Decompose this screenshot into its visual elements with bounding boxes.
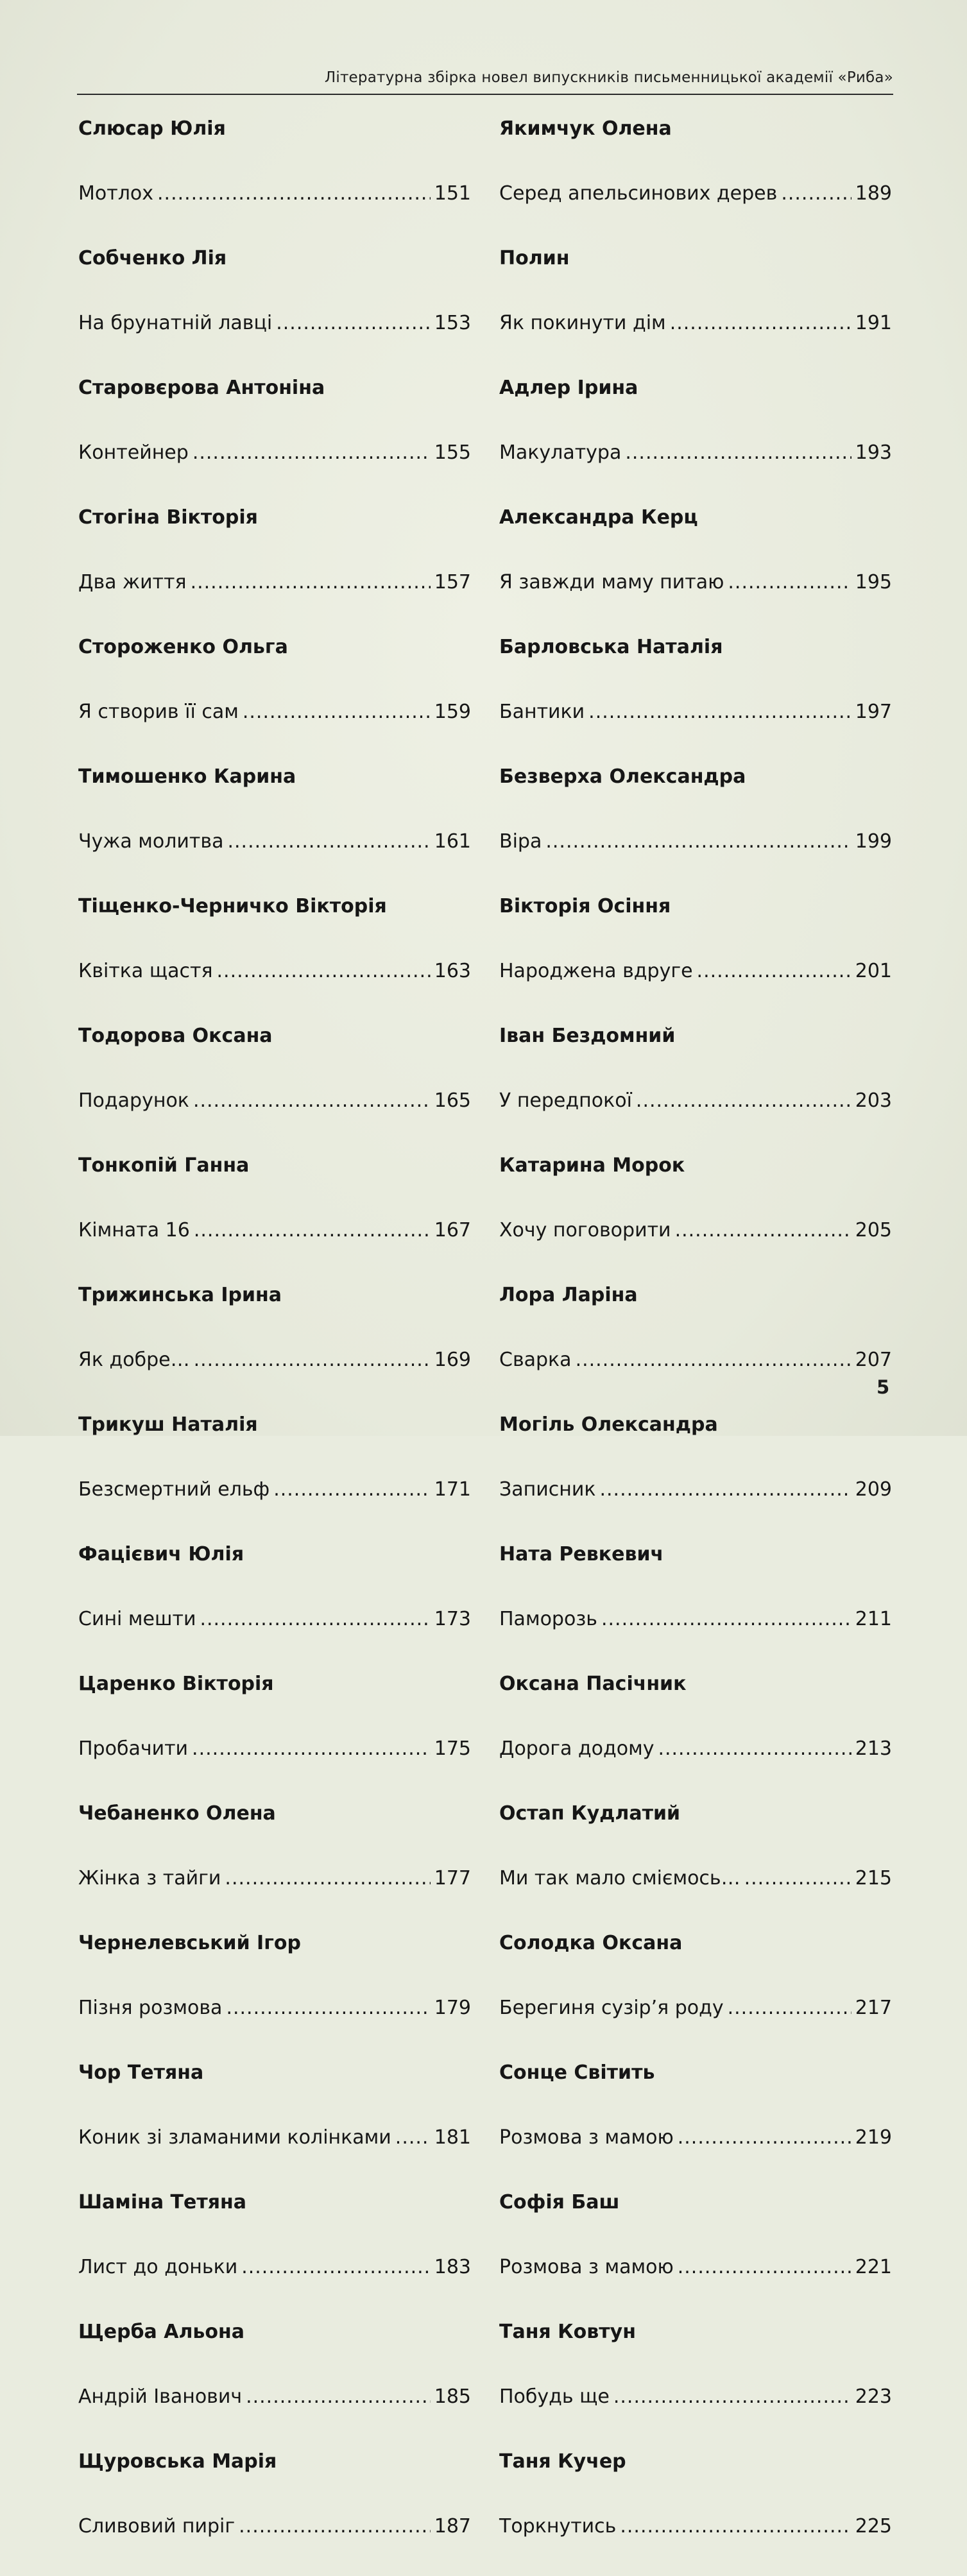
toc-author: Таня Кучер — [499, 2450, 626, 2473]
toc-title-line — [499, 1345, 892, 1410]
toc-author: Адлер Ірина — [499, 377, 638, 399]
toc-dot-leader — [625, 438, 851, 468]
toc-entry — [499, 762, 892, 891]
toc-author: Фацієвич Юлія — [78, 1543, 244, 1565]
toc-page-number: 193 — [855, 441, 892, 464]
toc-page-number: 187 — [434, 2515, 471, 2538]
toc-entry — [78, 1928, 471, 2058]
toc-entry — [499, 891, 892, 1021]
toc-dot-leader — [545, 826, 851, 857]
toc-title-line — [78, 1474, 471, 1539]
toc-title: Народжена вдруге — [499, 960, 693, 982]
toc-author: Шаміна Тетяна — [78, 2191, 246, 2213]
toc-page-number: 183 — [434, 2256, 471, 2278]
toc-author: Щерба Альона — [78, 2321, 244, 2343]
toc-page-number: 217 — [855, 1997, 892, 2019]
toc-dot-leader — [588, 697, 851, 728]
toc-dot-leader — [670, 308, 851, 339]
toc-title: Лист до доньки — [78, 2256, 238, 2278]
toc-title-line — [78, 826, 471, 891]
toc-author: Трикуш Наталія — [78, 1413, 258, 1436]
toc-author: Стогіна Вікторія — [78, 506, 258, 529]
toc-author: Тонкопій Ганна — [78, 1154, 250, 1177]
toc-author: Іван Бездомний — [499, 1025, 676, 1047]
toc-entry — [499, 2187, 892, 2317]
toc-title: Паморозь — [499, 1608, 597, 1630]
toc-author: Тимошенко Карина — [78, 765, 296, 788]
toc-dot-leader — [194, 1345, 431, 1376]
toc-page-number: 191 — [855, 312, 892, 334]
toc-title-line — [78, 2382, 471, 2446]
toc-title: Пробачити — [78, 1737, 189, 1760]
toc-author: Вікторія Осіння — [499, 895, 671, 917]
toc-title-line — [78, 308, 471, 373]
toc-dot-leader — [227, 826, 430, 857]
toc-title: Дорога додому — [499, 1737, 655, 1760]
toc-dot-leader — [193, 438, 431, 468]
toc-title: Торкнутись — [499, 2515, 617, 2538]
toc-title: У передпокої — [499, 1089, 632, 1112]
toc-title-line — [78, 567, 471, 632]
toc-page-number: 177 — [434, 1867, 471, 1889]
toc-page-number: 171 — [434, 1478, 471, 1501]
toc-title: На брунатній лавці — [78, 312, 273, 334]
toc-author: Лора Ларіна — [499, 1284, 638, 1306]
toc-dot-leader — [576, 1345, 851, 1376]
toc-title: Я завжди маму питаю — [499, 571, 724, 593]
toc-page-number: 157 — [434, 571, 471, 593]
toc-page-number: 203 — [855, 1089, 892, 1112]
toc-author: Могіль Олександра — [499, 1413, 718, 1436]
toc-title: Хочу поговорити — [499, 1219, 671, 1241]
toc-title: Контейнер — [78, 441, 189, 464]
toc-dot-leader — [395, 2122, 431, 2153]
toc-title-line — [78, 697, 471, 762]
toc-dot-leader — [601, 1604, 851, 1635]
toc-author: Барловська Наталія — [499, 636, 723, 658]
toc-author: Софія Баш — [499, 2191, 620, 2213]
toc-title: Чужа молитва — [78, 830, 224, 853]
toc-dot-leader — [620, 2511, 851, 2542]
toc-dot-leader — [241, 2252, 431, 2283]
toc-title-line — [499, 2382, 892, 2446]
toc-page-number: 199 — [855, 830, 892, 853]
toc-dot-leader — [675, 1215, 851, 1246]
toc-title: Пізня розмова — [78, 1997, 223, 2019]
toc-title: Коник зі зламаними колінками — [78, 2126, 391, 2149]
toc-dot-leader — [276, 308, 431, 339]
toc-title: Подарунок — [78, 1089, 189, 1112]
toc-author: Тодорова Оксана — [78, 1025, 273, 1047]
toc-page-number: 195 — [855, 571, 892, 593]
toc-page-number: 213 — [855, 1737, 892, 1760]
toc-author: Ната Ревкевич — [499, 1543, 664, 1565]
toc-page-number: 179 — [434, 1997, 471, 2019]
toc-title-line — [499, 1734, 892, 1798]
toc-author: Тіщенко-Черничко Вікторія — [78, 895, 387, 917]
toc-title-line — [499, 567, 892, 632]
toc-entry — [499, 632, 892, 762]
toc-dot-leader — [200, 1604, 430, 1635]
toc-entry — [78, 114, 471, 243]
toc-title-line — [499, 2511, 892, 2576]
toc-entry — [78, 1021, 471, 1150]
toc-entry — [499, 243, 892, 373]
toc-page-number: 167 — [434, 1219, 471, 1241]
toc-dot-leader — [273, 1474, 431, 1505]
toc-dot-leader — [636, 1086, 851, 1116]
toc-author: Якимчук Олена — [499, 117, 672, 140]
toc-page-number: 205 — [855, 1219, 892, 1241]
toc-title-line — [78, 2511, 471, 2576]
toc-entry — [499, 1280, 892, 1410]
toc-page-number: 181 — [434, 2126, 471, 2149]
toc-dot-leader — [226, 1993, 430, 2024]
toc-title: Мотлох — [78, 182, 153, 205]
toc-dot-leader — [728, 1993, 851, 2024]
toc-author: Катарина Морок — [499, 1154, 685, 1177]
toc-page-number: 209 — [855, 1478, 892, 1501]
toc-title-line — [499, 1863, 892, 1928]
toc-entry — [499, 2058, 892, 2187]
toc-title-line — [78, 1993, 471, 2058]
toc-entry — [499, 1798, 892, 1928]
toc-entry — [499, 502, 892, 632]
toc-title: Бантики — [499, 701, 585, 723]
toc-page-number: 215 — [855, 1867, 892, 1889]
toc-author: Чебаненко Олена — [78, 1802, 276, 1825]
toc-title: Макулатура — [499, 441, 622, 464]
toc-title: Квітка щастя — [78, 960, 213, 982]
toc-title-line — [499, 1604, 892, 1669]
toc-author: Царенко Вікторія — [78, 1673, 274, 1695]
toc-entry — [499, 1928, 892, 2058]
toc-title-line — [78, 1345, 471, 1410]
toc-title-line — [499, 1215, 892, 1280]
toc-entry — [78, 373, 471, 502]
toc-title: Віра — [499, 830, 542, 853]
toc-entry — [78, 502, 471, 632]
toc-title: Побудь ще — [499, 2385, 610, 2408]
toc-title-line — [499, 1993, 892, 2058]
toc-author: Безверха Олександра — [499, 765, 746, 788]
toc-page-number: 163 — [434, 960, 471, 982]
toc-title-line — [499, 826, 892, 891]
toc-entry — [78, 2446, 471, 2576]
toc-page-number: 173 — [434, 1608, 471, 1630]
toc-author: Таня Ковтун — [499, 2321, 636, 2343]
toc-dot-leader — [678, 2122, 851, 2153]
toc-entry — [78, 2187, 471, 2317]
toc-page-number: 151 — [434, 182, 471, 205]
toc-title: Як покинути дім — [499, 312, 666, 334]
toc-entry — [499, 1021, 892, 1150]
toc-author: Александра Керц — [499, 506, 698, 529]
toc-title: Безсмертний ельф — [78, 1478, 270, 1501]
toc-entry — [499, 1410, 892, 1539]
toc-page-number: 155 — [434, 441, 471, 464]
toc-dot-leader — [192, 1734, 431, 1764]
toc-dot-leader — [728, 567, 851, 598]
toc-title-line — [499, 2252, 892, 2317]
toc-title-line — [499, 1086, 892, 1150]
toc-entry — [78, 243, 471, 373]
toc-author: Старовєрова Антоніна — [78, 377, 325, 399]
toc-dot-leader — [781, 178, 851, 209]
toc-title: Записник — [499, 1478, 596, 1501]
toc-page-number: 225 — [855, 2515, 892, 2538]
toc-dot-leader — [243, 697, 431, 728]
toc-title-line — [78, 2252, 471, 2317]
toc-title-line — [78, 1086, 471, 1150]
toc-dot-leader — [157, 178, 431, 209]
toc-entry — [78, 1798, 471, 1928]
toc-dot-leader — [697, 956, 851, 987]
toc-title-line — [78, 438, 471, 502]
toc-title: Кімната 16 — [78, 1219, 190, 1241]
toc-title: Серед апельсинових дерев — [499, 182, 778, 205]
toc-entry — [78, 1150, 471, 1280]
toc-entry — [78, 1669, 471, 1798]
toc-page-number: 207 — [855, 1349, 892, 1371]
toc-title: Сварка — [499, 1349, 572, 1371]
toc-title-line — [499, 2122, 892, 2187]
toc-title-line — [78, 1215, 471, 1280]
toc-right-column — [499, 114, 892, 2576]
toc-dot-leader — [191, 567, 431, 598]
toc-dot-leader — [194, 1215, 431, 1246]
toc-author: Чернелевський Ігор — [78, 1932, 301, 1954]
page-number: 5 — [877, 1376, 890, 1398]
toc-title-line — [78, 178, 471, 243]
toc-entry — [78, 891, 471, 1021]
toc-left-column — [78, 114, 471, 2576]
toc-page-number: 185 — [434, 2385, 471, 2408]
toc-dot-leader — [239, 2511, 431, 2542]
toc-entry — [499, 114, 892, 243]
toc-entry — [78, 2058, 471, 2187]
toc-title: Андрій Іванович — [78, 2385, 243, 2408]
toc-dot-leader — [246, 2382, 431, 2412]
toc-title-line — [499, 1474, 892, 1539]
toc-title-line — [78, 1734, 471, 1798]
toc-entry — [499, 2317, 892, 2446]
toc-page-number: 153 — [434, 312, 471, 334]
toc-author: Остап Кудлатий — [499, 1802, 681, 1825]
toc-author: Сонце Світить — [499, 2061, 655, 2084]
toc-entry — [78, 632, 471, 762]
toc-entry — [499, 1150, 892, 1280]
toc-entry — [78, 1280, 471, 1410]
toc-title: Як добре… — [78, 1349, 190, 1371]
toc-title-line — [499, 697, 892, 762]
toc-dot-leader — [225, 1863, 430, 1894]
toc-page-number: 223 — [855, 2385, 892, 2408]
toc-entry — [78, 762, 471, 891]
toc-page-number: 189 — [855, 182, 892, 205]
toc-title: Два життя — [78, 571, 187, 593]
toc-author: Оксана Пасічник — [499, 1673, 687, 1695]
toc-page-number: 211 — [855, 1608, 892, 1630]
toc-title-line — [499, 438, 892, 502]
toc-page-number: 197 — [855, 701, 892, 723]
toc-title-line — [78, 1863, 471, 1928]
toc-title: Розмова з мамою — [499, 2126, 674, 2149]
toc-title: Розмова з мамою — [499, 2256, 674, 2278]
toc-title-line — [499, 308, 892, 373]
toc-author: Трижинська Ірина — [78, 1284, 282, 1306]
toc-title: Я створив її сам — [78, 701, 239, 723]
toc-author: Чор Тетяна — [78, 2061, 204, 2084]
toc-page-number: 219 — [855, 2126, 892, 2149]
toc-entry — [499, 1539, 892, 1669]
toc-title: Берегиня сузір’я роду — [499, 1997, 724, 2019]
toc-page-number: 201 — [855, 960, 892, 982]
toc-entry — [78, 1410, 471, 1539]
header-rule — [77, 94, 893, 95]
toc-dot-leader — [193, 1086, 431, 1116]
toc-entry — [78, 1539, 471, 1669]
toc-title: Ми так мало сміємось… — [499, 1867, 740, 1889]
toc-author: Стороженко Ольга — [78, 636, 288, 658]
toc-author: Щуровська Марія — [78, 2450, 277, 2473]
toc-dot-leader — [744, 1863, 851, 1894]
toc-page-number: 221 — [855, 2256, 892, 2278]
toc-title: Сливовий пиріг — [78, 2515, 235, 2538]
toc-title-line — [78, 956, 471, 1021]
toc-page-number: 175 — [434, 1737, 471, 1760]
toc-title-line — [499, 956, 892, 1021]
toc-entry — [499, 373, 892, 502]
toc-dot-leader — [658, 1734, 851, 1764]
toc-entry — [499, 2446, 892, 2576]
toc-title: Жінка з тайги — [78, 1867, 221, 1889]
toc-author: Слюсар Юлія — [78, 117, 226, 140]
toc-title-line — [499, 178, 892, 243]
toc-dot-leader — [678, 2252, 851, 2283]
toc-page-number: 161 — [434, 830, 471, 853]
toc-title: Сині мешти — [78, 1608, 196, 1630]
toc-entry — [499, 1669, 892, 1798]
toc-author: Солодка Оксана — [499, 1932, 683, 1954]
running-header: Літературна збірка новел випускників письменницької академії «Риба» — [324, 69, 893, 86]
toc-title-line — [78, 2122, 471, 2187]
toc-dot-leader — [613, 2382, 851, 2412]
toc-page-number: 165 — [434, 1089, 471, 1112]
toc-dot-leader — [599, 1474, 851, 1505]
toc-title-line — [78, 1604, 471, 1669]
toc-author: Полин — [499, 247, 570, 269]
toc-author: Собченко Лія — [78, 247, 227, 269]
toc-dot-leader — [217, 956, 431, 987]
toc-page-number: 159 — [434, 701, 471, 723]
toc-entry — [78, 2317, 471, 2446]
toc-page-number: 169 — [434, 1349, 471, 1371]
